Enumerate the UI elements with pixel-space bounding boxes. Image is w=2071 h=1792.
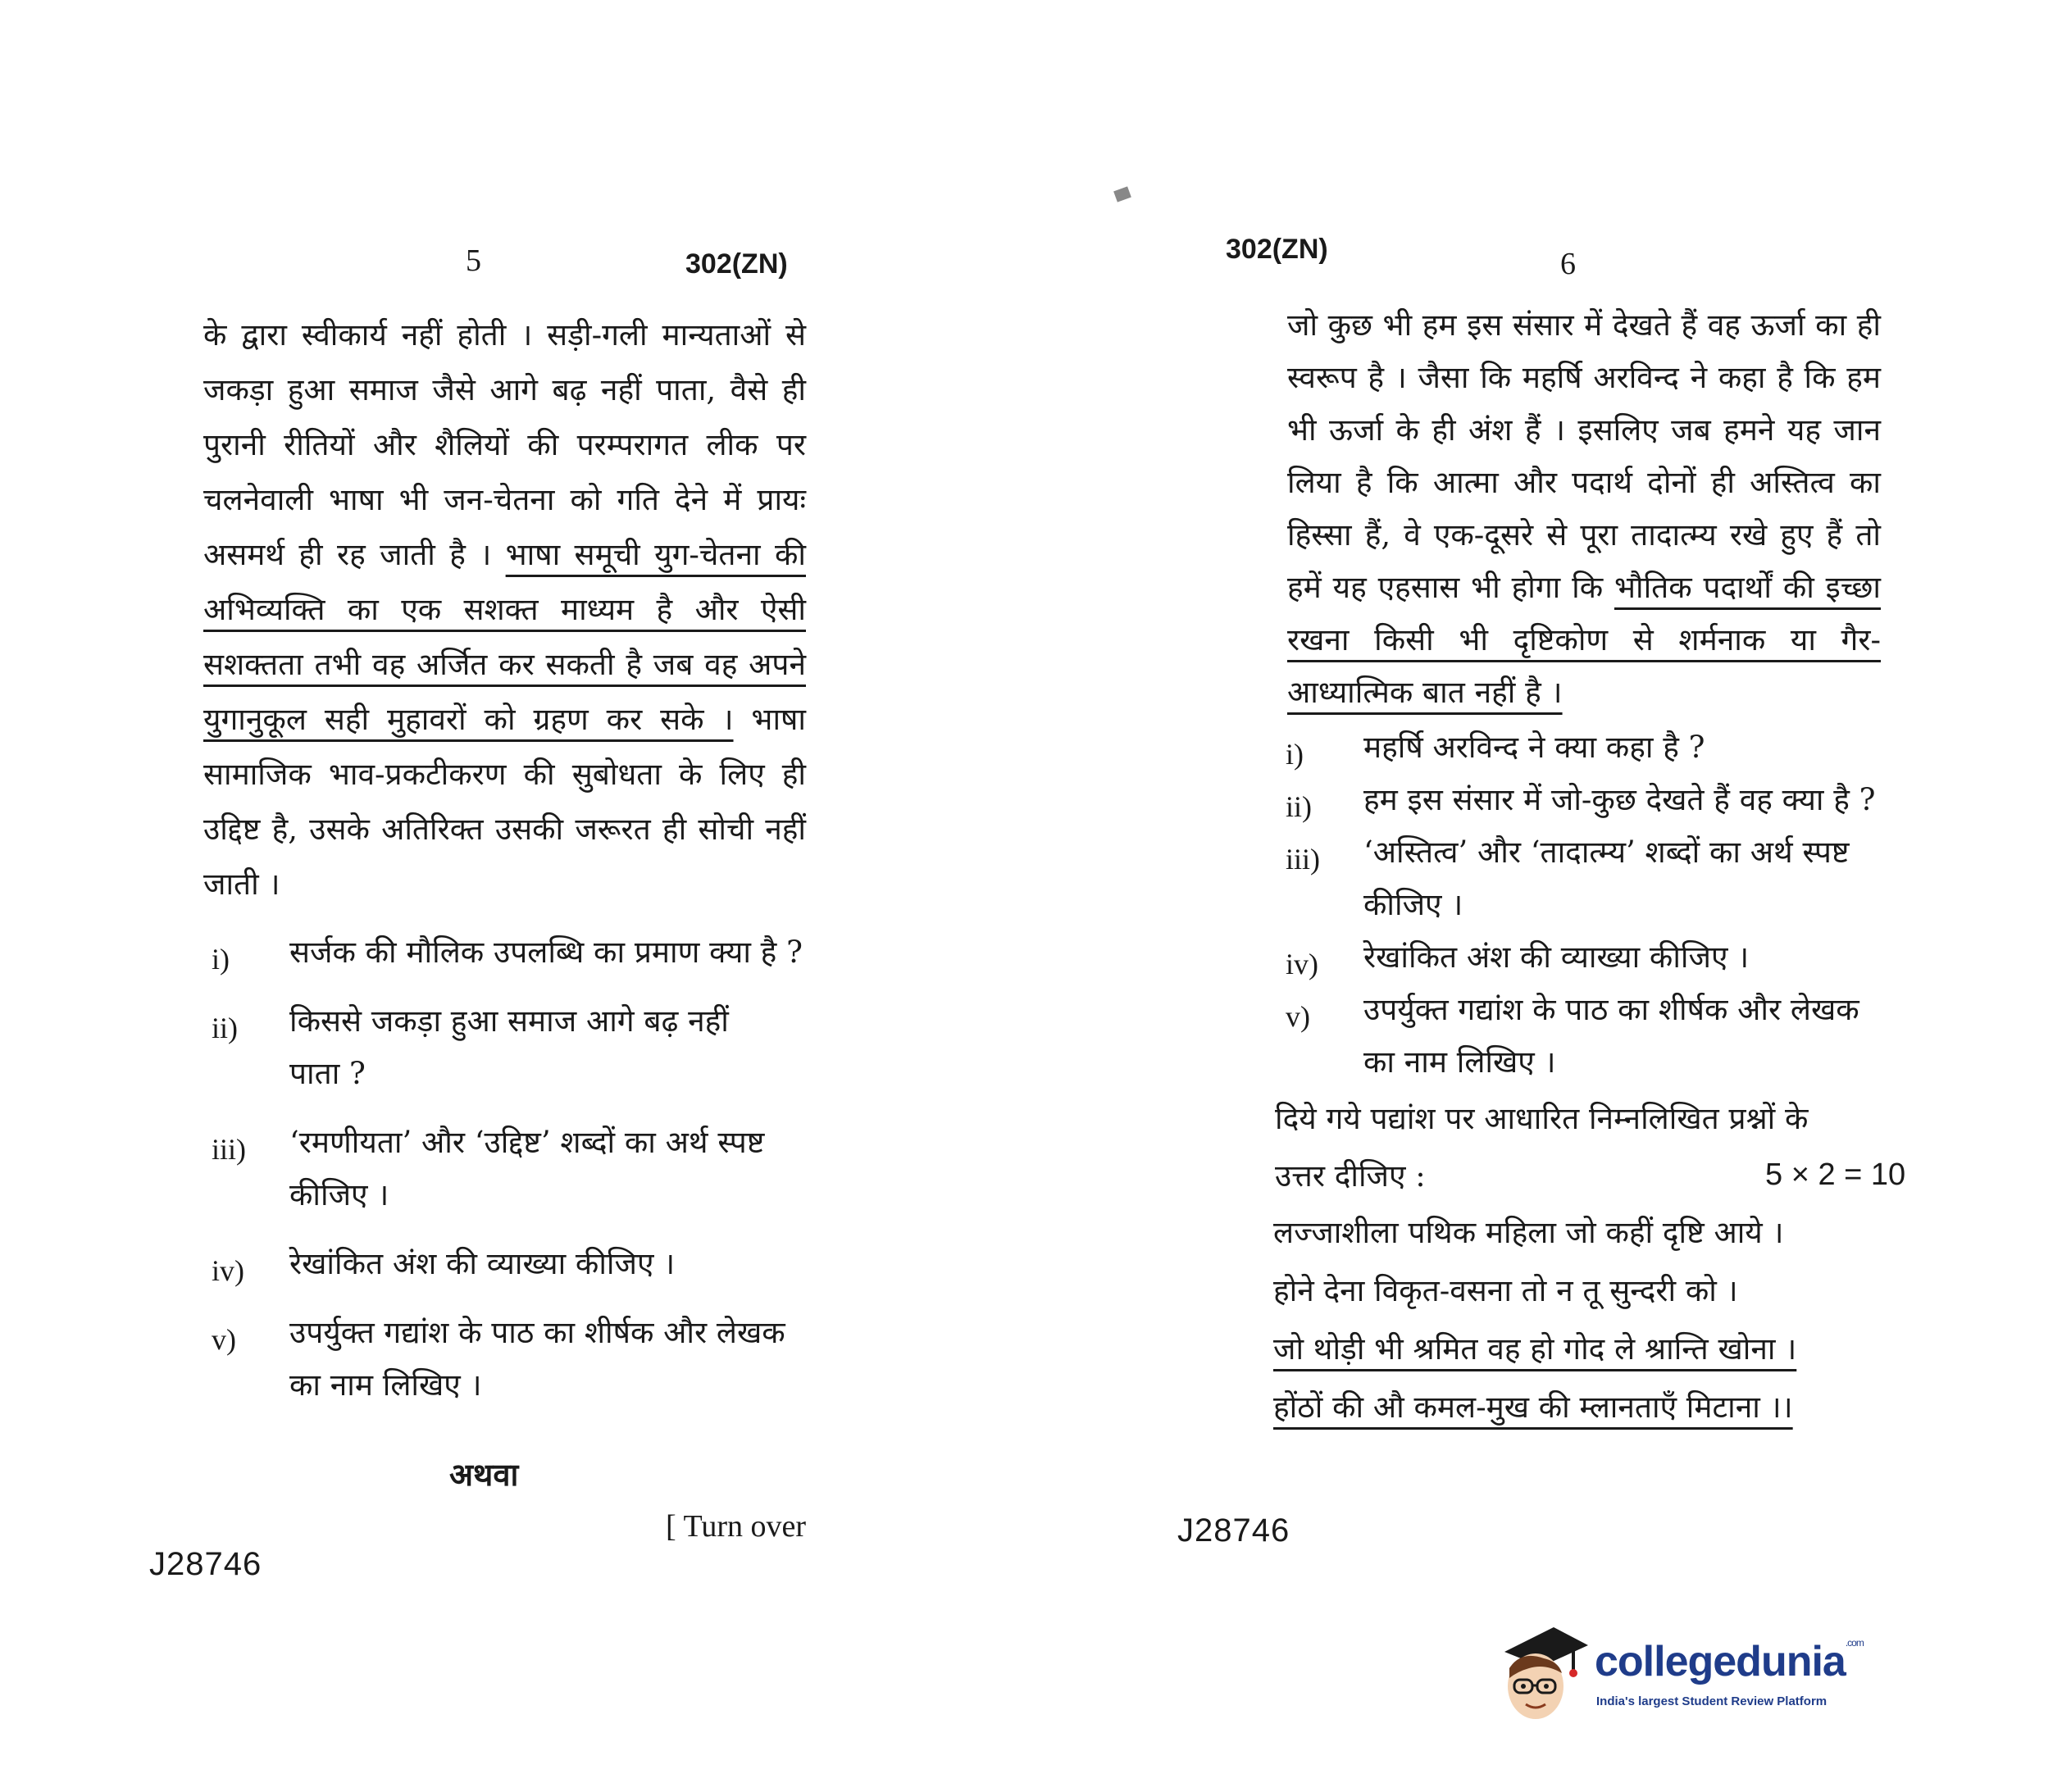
- question-text: कीजिए ।: [1363, 887, 1463, 922]
- question-number: iv): [212, 1254, 244, 1287]
- marks-label: 5 × 2 = 10: [1765, 1158, 1906, 1192]
- question-number: i): [212, 943, 230, 976]
- question-text: का नाम लिखिए ।: [1363, 1044, 1556, 1080]
- passage-line: सामाजिक भाव-प्रकटीकरण की सुबोधता के लिए ही: [203, 757, 806, 792]
- passage-line: [203, 582, 806, 637]
- poem-line: जो थोड़ी भी श्रमित वह हो गोद ले श्रान्ति खोना ।: [1273, 1331, 1797, 1367]
- turn-over-label: [ Turn over: [666, 1509, 807, 1544]
- underlined-text: भौतिक पदार्थों की इच्छा: [1614, 570, 1881, 605]
- question-text: कीजिए ।: [289, 1177, 389, 1212]
- passage: [1287, 299, 1881, 719]
- passage-line: असमर्थ ही रह जाती है । भाषा समूची युग-चेतना की: [203, 537, 806, 572]
- collegedunia-logo: [1496, 1619, 1873, 1726]
- question-item: [212, 995, 818, 1100]
- question-item: [212, 1307, 818, 1412]
- question-text: का नाम लिखिए ।: [289, 1367, 482, 1403]
- logo-tagline: India's largest Student Review Platform: [1596, 1694, 1827, 1708]
- question-text: ‘रमणीयता’ और ‘उद्दिष्ट’ शब्दों का अर्थ स्पष्ट: [289, 1125, 765, 1160]
- athva-label: अथवा: [449, 1456, 519, 1493]
- question-item: [212, 1238, 818, 1290]
- question-item: [212, 926, 818, 979]
- passage-line: जकड़ा हुआ समाज जैसे आगे बढ़ नहीं पाता, वैसे ही: [203, 372, 806, 407]
- page-number: 6: [1560, 247, 1576, 281]
- poem-line: लज्जाशीला पथिक महिला जो कहीं दृष्टि आये ।: [1273, 1215, 1784, 1250]
- passage-line: पुरानी रीतियों और शैलियों की परम्परागत लीक पर: [203, 427, 806, 462]
- question-text: सर्जक की मौलिक उपलब्धि का प्रमाण क्या है ?: [289, 935, 803, 970]
- question-text: उपर्युक्त गद्यांश के पाठ का शीर्षक और लेखक: [1363, 992, 1859, 1027]
- passage-line: उद्दिष्ट है, उसके अतिरिक्त उसकी जरूरत ही सोची नहीं: [203, 812, 806, 847]
- footer-code: J28746: [149, 1546, 262, 1582]
- underlined-text: भाषा समूची युग-चेतना की: [505, 537, 806, 572]
- paper-code: 302(ZN): [1226, 234, 1328, 265]
- question-item: [1286, 931, 1892, 984]
- question-number: v): [212, 1323, 236, 1356]
- question-list: [1286, 721, 1892, 1089]
- question-number: ii): [212, 1012, 238, 1044]
- poem-line: होने देना विकृत-वसना तो न तू सुन्दरी को ।: [1273, 1273, 1738, 1308]
- passage-line: [1287, 666, 1881, 719]
- mascot-icon: [1496, 1619, 1591, 1726]
- question-text: उपर्युक्त गद्यांश के पाठ का शीर्षक और लेखक: [289, 1315, 785, 1350]
- underlined-text: अभिव्यक्ति का एक सशक्त माध्यम है और ऐसी: [203, 592, 806, 627]
- passage-line: हमें यह एहसास भी होगा कि भौतिक पदार्थों की इच्छा: [1287, 570, 1881, 605]
- question-text: रेखांकित अंश की व्याख्या कीजिए ।: [289, 1246, 676, 1281]
- poem-line: होंठों की औ कमल-मुख की म्लानताएँ मिटाना ।।: [1273, 1389, 1793, 1425]
- poem: [1273, 1203, 1896, 1436]
- page-number: 5: [466, 243, 481, 278]
- question-number: iii): [212, 1133, 246, 1166]
- question-text: हम इस संसार में जो-कुछ देखते हैं वह क्या है ?: [1363, 782, 1876, 817]
- question-text: महर्षि अरविन्द ने क्या कहा है ?: [1363, 730, 1705, 765]
- passage-line: युगानुकूल सही मुहावरों को ग्रहण कर सके । भाषा: [203, 702, 806, 737]
- instruction-line: दिये गये पद्यांश पर आधारित निम्नलिखित प्रश्नों के: [1275, 1101, 1809, 1136]
- question-item: [1286, 826, 1892, 931]
- question-item: [1286, 721, 1892, 774]
- passage-line: [203, 637, 806, 692]
- underlined-text: युगानुकूल सही मुहावरों को ग्रहण कर सके ।: [203, 702, 734, 737]
- question-number: iv): [1286, 948, 1318, 980]
- question-number: iii): [1286, 843, 1320, 876]
- question-text: किससे जकड़ा हुआ समाज आगे बढ़ नहीं: [289, 1003, 729, 1039]
- question-number: i): [1286, 738, 1304, 771]
- underlined-text: सशक्तता तभी वह अर्जित कर सकती है जब वह अपने: [203, 647, 806, 682]
- passage-line: जो कुछ भी हम इस संसार में देखते हैं वह ऊर्जा का ही: [1287, 307, 1881, 343]
- footer-code: J28746: [1177, 1512, 1290, 1549]
- passage-line: स्वरूप है । जैसा कि महर्षि अरविन्द ने कहा है कि हम: [1287, 360, 1881, 395]
- paper-code: 302(ZN): [685, 248, 788, 280]
- passage: [203, 307, 806, 912]
- instruction-line: उत्तर दीजिए :: [1275, 1158, 1426, 1194]
- passage-line: लिया है कि आत्मा और पदार्थ दोनों ही अस्तित्व का: [1287, 465, 1881, 500]
- passage-line: के द्वारा स्वीकार्य नहीं होती । सड़ी-गली मान्यताओं से: [203, 317, 806, 352]
- question-text: ‘अस्तित्व’ और ‘तादात्म्य’ शब्दों का अर्थ स्पष्ट: [1363, 835, 1850, 870]
- question-text: रेखांकित अंश की व्याख्या कीजिए ।: [1363, 939, 1750, 975]
- passage-line: हिस्सा हैं, वे एक-दूसरे से पूरा तादात्म्य रखे हुए हैं तो: [1287, 517, 1881, 553]
- underlined-text: रखना किसी भी दृष्टिकोण से शर्मनाक या गैर-: [1287, 622, 1881, 657]
- passage-line: भी ऊर्जा के ही अंश हैं । इसलिए जब हमने यह जान: [1287, 412, 1881, 448]
- question-item: [1286, 984, 1892, 1089]
- passage-line: जाती ।: [203, 866, 280, 902]
- question-text: पाता ?: [289, 1056, 366, 1091]
- question-item: [212, 1117, 818, 1221]
- question-number: ii): [1286, 790, 1312, 823]
- passage-line: [1287, 614, 1881, 666]
- question-item: [1286, 774, 1892, 826]
- question-list: [212, 926, 818, 1428]
- question-number: v): [1286, 1000, 1310, 1033]
- right-page: [1036, 0, 2071, 1792]
- logo-wordmark: collegedunia$^{.com}$: [1595, 1637, 1864, 1685]
- underlined-text: आध्यात्मिक बात नहीं है ।: [1287, 675, 1563, 710]
- passage-line: चलनेवाली भाषा भी जन-चेतना को गति देने में प्रायः: [203, 482, 806, 517]
